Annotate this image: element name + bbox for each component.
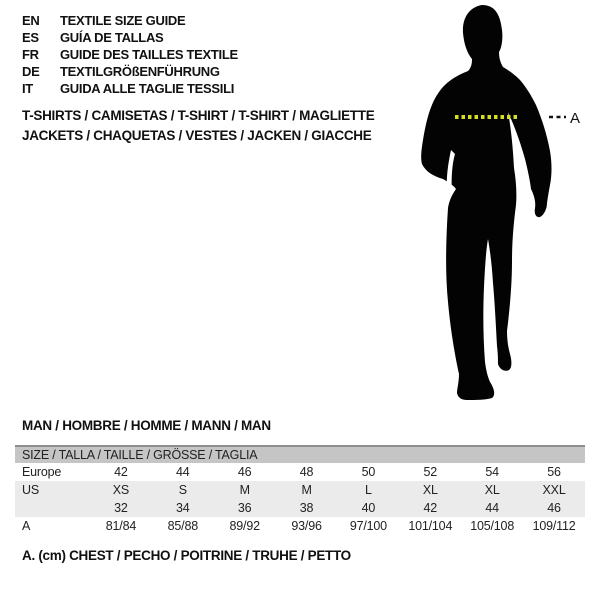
table-cell: L (365, 483, 372, 497)
language-label: GUIDA ALLE TAGLIE TESSILI (60, 81, 235, 96)
section-title-man: MAN / HOMBRE / HOMME / MANN / MAN (22, 418, 271, 433)
language-label: TEXTILE SIZE GUIDE (60, 13, 186, 28)
language-code: ES (22, 30, 39, 45)
table-cell: 97/100 (349, 519, 387, 533)
table-cell: 38 (299, 501, 314, 515)
language-row-es (22, 29, 238, 46)
language-code: FR (22, 47, 39, 62)
language-list (22, 12, 238, 97)
category-list (22, 106, 374, 146)
table-cell: 81/84 (105, 519, 137, 533)
size-table (15, 445, 585, 535)
table-cell: 32 (114, 501, 128, 515)
row-label: US (22, 483, 39, 497)
language-row-fr (22, 46, 238, 63)
table-cell: 40 (361, 501, 376, 515)
language-row-de (22, 63, 238, 80)
language-code: EN (22, 13, 40, 28)
table-cell: XXL (542, 483, 566, 497)
table-row-numeric (15, 499, 585, 517)
language-code: IT (22, 81, 33, 96)
table-cell: S (178, 483, 187, 497)
measure-label-a: A (570, 110, 581, 127)
table-cell: 85/88 (167, 519, 198, 533)
language-row-en (22, 12, 238, 29)
size-table-header: SIZE / TALLA / TAILLE / GRÖSSE / TAGLIA (15, 445, 585, 463)
table-cell: 89/92 (229, 519, 260, 533)
table-cell: XS (112, 483, 130, 497)
man-silhouette-figure (400, 0, 600, 420)
row-label: Europe (22, 465, 62, 479)
table-cell: 52 (423, 465, 438, 479)
table-cell: 46 (547, 501, 561, 515)
table-cell: 34 (176, 501, 190, 515)
table-row-europe (15, 463, 585, 481)
table-row-us (15, 481, 585, 499)
table-cell: 56 (547, 465, 561, 479)
table-cell: 105/108 (470, 519, 515, 533)
measurement-footnote: A. (cm) CHEST / PECHO / POITRINE / TRUHE / PETTO (22, 548, 351, 563)
row-label: A (22, 519, 31, 533)
language-label: GUÍA DE TALLAS (60, 30, 164, 45)
table-cell: 44 (485, 501, 499, 515)
table-cell: XL (422, 483, 438, 497)
table-cell: 44 (176, 465, 190, 479)
table-cell: 54 (485, 465, 499, 479)
table-row-chest-a (15, 517, 585, 535)
language-row-it (22, 80, 238, 97)
table-cell: 42 (423, 501, 438, 515)
language-label: TEXTILGRÖßENFÜHRUNG (60, 64, 220, 79)
table-cell: M (239, 483, 250, 497)
language-code: DE (22, 64, 40, 79)
table-cell: 50 (361, 465, 376, 479)
table-cell: XL (484, 483, 500, 497)
man-silhouette-shape (421, 5, 551, 400)
table-cell: 46 (237, 465, 252, 479)
table-cell: M (301, 483, 312, 497)
table-cell: 36 (237, 501, 252, 515)
table-cell: 101/104 (408, 519, 453, 533)
table-cell: 109/112 (532, 519, 576, 533)
table-cell: 48 (299, 465, 314, 479)
category-jackets: JACKETS / CHAQUETAS / VESTES / JACKEN / GIACCHE (22, 128, 372, 143)
category-tshirts: T-SHIRTS / CAMISETAS / T-SHIRT / T-SHIRT / MAGLIETTE (22, 108, 375, 123)
table-cell: 42 (114, 465, 128, 479)
table-cell: 93/96 (291, 519, 322, 533)
language-label: GUIDE DES TAILLES TEXTILE (60, 47, 238, 62)
